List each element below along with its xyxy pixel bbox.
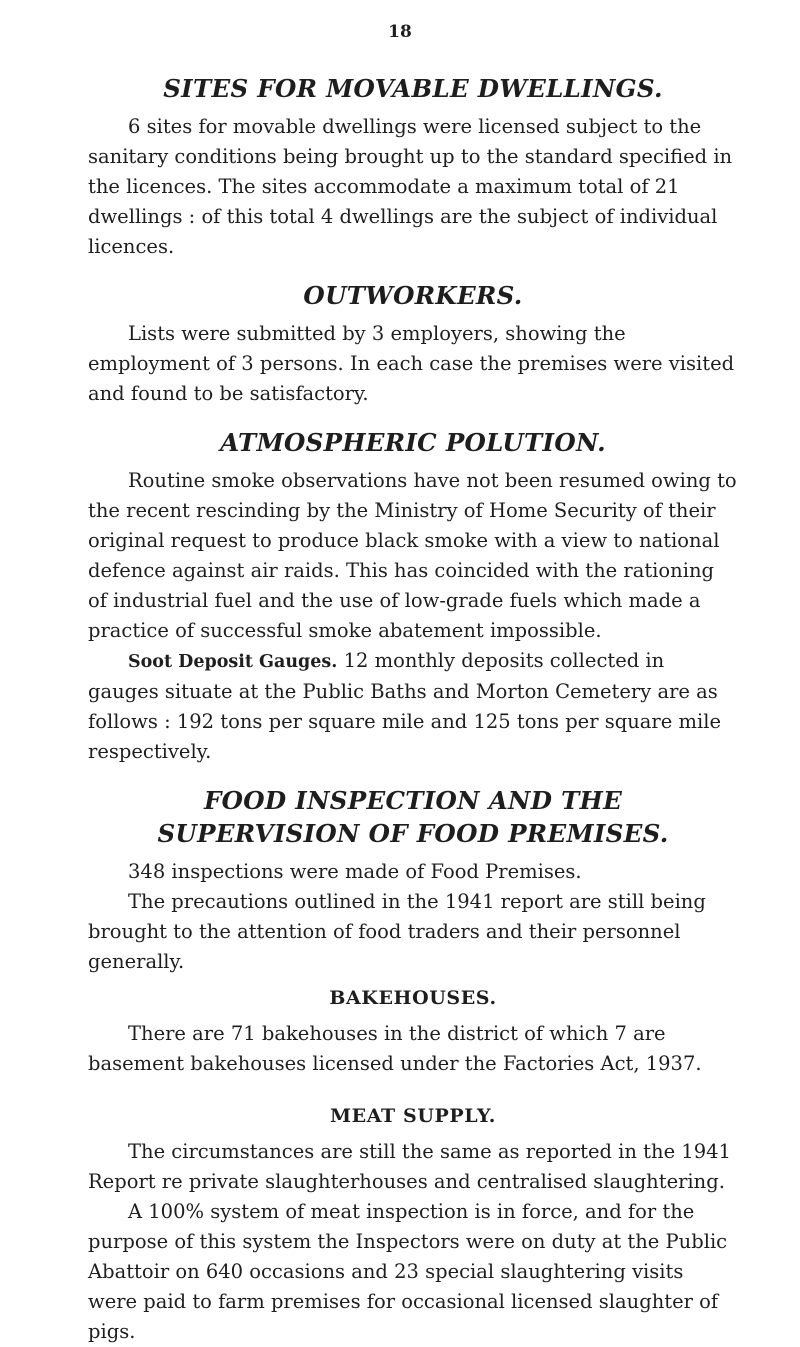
page-number: 18	[388, 22, 412, 42]
section-food-inspection	[88, 784, 738, 977]
section-heading: ATMOSPHERIC POLUTION.	[220, 428, 606, 457]
section-atmospheric-pollution	[88, 426, 738, 767]
section-heading: SITES FOR MOVABLE DWELLINGS.	[163, 74, 663, 103]
soot-deposit-paragraph	[88, 646, 738, 767]
section-outworkers	[88, 279, 738, 409]
paragraph: The precautions outlined in the 1941 report are still being brought to the attention of food traders and their personnel generally.	[88, 890, 706, 973]
section-heading-line1: FOOD INSPECTION AND THE	[203, 786, 623, 815]
paragraph: Routine smoke observations have not been resumed owing to the recent rescinding by the Ministry of Home Security of their original request to produce black smoke with a view to national defence against air raids. This has coincided with the rationing of industrial fuel and the use of low-grade fuels which made a practice of successful smoke abatement impossible.	[88, 469, 737, 642]
section-heading: BAKEHOUSES.	[329, 987, 497, 1009]
soot-deposit-text: 12 monthly deposits collected in gauges situate at the Public Baths and Morton Cemetery are as follows : 192 tons per square mile and 125 tons per square mile respectively.	[88, 649, 721, 763]
paragraph: Lists were submitted by 3 employers, showing the employment of 3 persons. In each case the premises were visited and found to be satisfactory.	[88, 322, 735, 405]
paragraph: A 100% system of meat inspection is in force, and for the purpose of this system the Inspectors were on duty at the Public Abattoir on 640 occasions and 23 special slaughtering visits were paid to farm premises for occasional licensed slaughter of pigs.	[88, 1200, 728, 1343]
section-bakehouses	[88, 983, 738, 1079]
section-heading-line2: SUPERVISION OF FOOD PREMISES.	[157, 819, 669, 848]
paragraph: There are 71 bakehouses in the district of which 7 are basement bakehouses licensed under the Factories Act, 1937.	[88, 1022, 702, 1075]
section-heading: OUTWORKERS.	[303, 281, 523, 310]
page-body	[88, 72, 738, 1347]
paragraph: 348 inspections were made of Food Premises.	[128, 860, 582, 883]
paragraph: The circumstances are still the same as reported in the 1941 Report re private slaughterhouses and centralised slaughtering.	[88, 1140, 731, 1193]
paragraph: 6 sites for movable dwellings were licensed subject to the sanitary conditions being brought up to the standard specified in the licences. The sites accommodate a maximum total of 21 dwellings : of this total 4 dwellings are the subject of individual licences.	[88, 115, 733, 258]
section-meat-supply	[88, 1101, 738, 1347]
section-movable-dwellings	[88, 72, 738, 262]
soot-deposit-label: Soot Deposit Gauges.	[128, 652, 338, 672]
section-heading: MEAT SUPPLY.	[330, 1105, 496, 1127]
